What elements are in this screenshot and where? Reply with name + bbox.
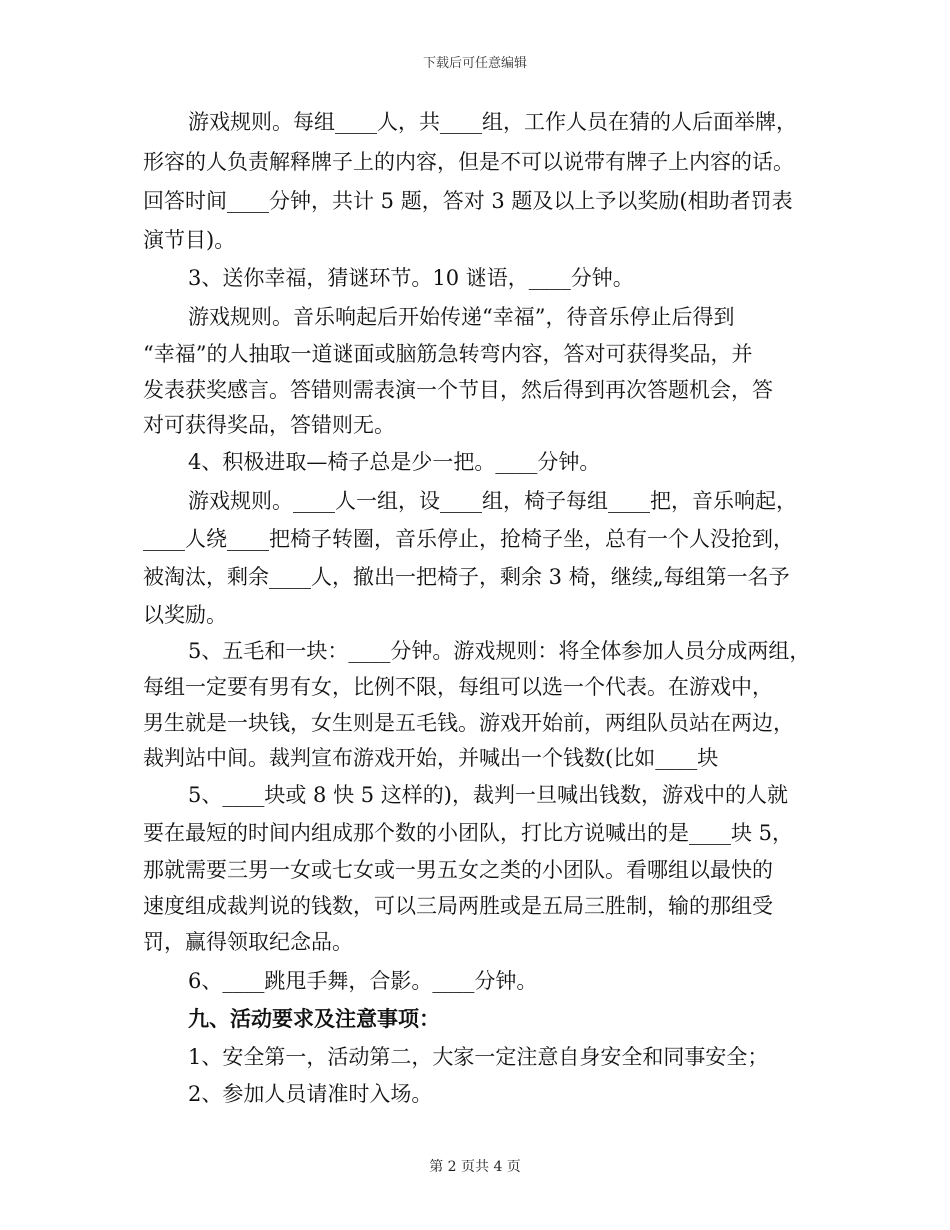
paragraph-line: 游戏规则。____人一组，设____组，椅子每组____把，音乐响起， xyxy=(188,489,797,513)
paragraph-line: 速度组成裁判说的钱数，可以三局两胜或是五局三胜制，输的那组受 xyxy=(143,894,773,918)
paragraph-line: ____人绕____把椅子转圈，音乐停止，抢椅子坐，总有一个人没抢到， xyxy=(143,527,794,551)
paragraph-line: 游戏规则。音乐响起后开始传递“幸福”，待音乐停止后得到 xyxy=(188,305,735,329)
paragraph-line: 要在最短的时间内组成那个数的小团队，打比方说喊出的是____块 5， xyxy=(143,821,794,845)
paragraph-line: 演节目)。 xyxy=(143,228,236,252)
paragraph-line: 2、参加人员请准时入场。 xyxy=(188,1082,433,1106)
paragraph-line: 5、五毛和一块：____分钟。游戏规则：将全体参加人员分成两组， xyxy=(188,639,811,663)
paragraph-line: 游戏规则。每组____人，共____组，工作人员在猜的人后面举牌， xyxy=(188,110,797,134)
paragraph-line: 5、____块或 8 快 5 这样的)，裁判一旦喊出钱数，游戏中的人就 xyxy=(188,783,788,807)
paragraph-line: 1、安全第一，活动第二，大家一定注意自身安全和同事安全； xyxy=(188,1045,769,1069)
paragraph-line: 发表获奖感言。答错则需表演一个节目，然后得到再次答题机会，答 xyxy=(143,378,773,402)
paragraph-line: “幸福”的人抽取一道谜面或脑筋急转弯内容，答对可获得奖品，并 xyxy=(143,342,753,366)
paragraph-line: 以奖励。 xyxy=(143,603,227,627)
paragraph-line: 男生就是一块钱，女生则是五毛钱。游戏开始前，两组队员站在两边， xyxy=(143,711,794,735)
paragraph-line: 3、送你幸福，猜谜环节。10 谜语，____分钟。 xyxy=(188,266,634,290)
paragraph-line: 裁判站中间。裁判宣布游戏开始，并喊出一个钱数(比如____块 xyxy=(143,746,719,770)
paragraph-line: 罚，赢得领取纪念品。 xyxy=(143,930,353,954)
paragraph-line: 那就需要三男一女或七女或一男五女之类的小团队。看哪组以最快的 xyxy=(143,858,773,882)
section-heading: 九、活动要求及注意事项： xyxy=(188,1006,440,1031)
paragraph-line: 每组一定要有男有女，比例不限，每组可以选一个代表。在游戏中， xyxy=(143,675,773,699)
page-footer: 第 2 页共 4 页 xyxy=(429,1159,521,1175)
paragraph-line: 形容的人负责解释牌子上的内容，但是不可以说带有牌子上内容的话。 xyxy=(143,150,794,174)
paragraph-line: 4、积极进取—椅子总是少一把。____分钟。 xyxy=(188,450,601,474)
paragraph-line: 回答时间____分钟，共计 5 题，答对 3 题及以上予以奖励(相助者罚表 xyxy=(143,189,793,213)
paragraph-line: 6、____跳甩手舞，合影。____分钟。 xyxy=(188,969,538,993)
paragraph-line: 被淘汰，剩余____人，撤出一把椅子，剩余 3 椅，继续„每组第一名予 xyxy=(143,565,790,589)
page-header: 下载后可任意编辑 xyxy=(422,56,527,71)
paragraph-line: 对可获得奖品，答错则无。 xyxy=(143,413,395,437)
